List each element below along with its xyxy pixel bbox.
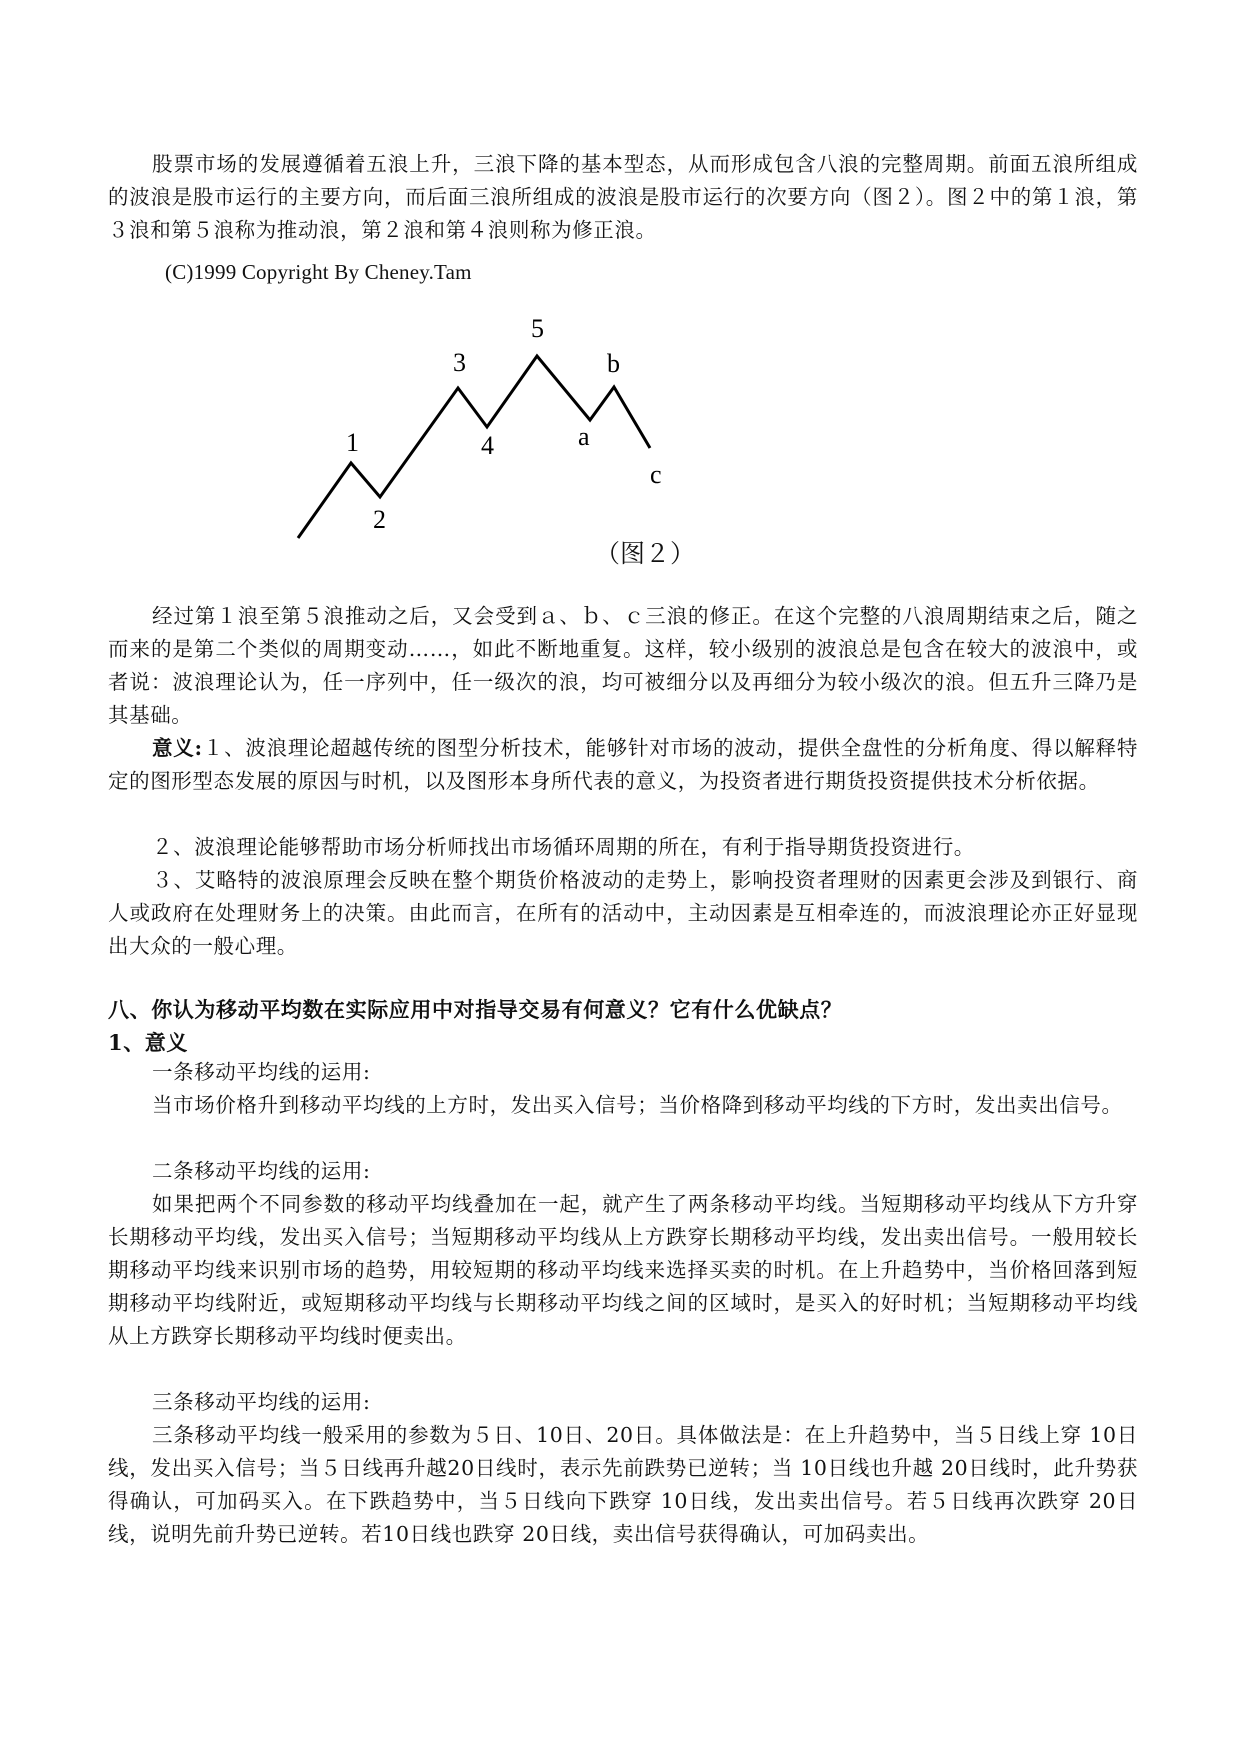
meaning-label: 意义: xyxy=(152,736,203,760)
wave-label-b: b xyxy=(607,349,620,378)
figure-caption: （图２） xyxy=(595,539,696,568)
wave-label-5: 5 xyxy=(531,314,544,343)
wave-label-3: 3 xyxy=(453,348,466,377)
section-8-title: 八、你认为移动平均数在实际应用中对指导交易有何意义？它有什么优缺点？ xyxy=(108,997,843,1022)
section-8-subtitle: 1、意义 xyxy=(108,1030,189,1055)
one-line-label: 一条移动平均线的运用: xyxy=(152,1060,371,1084)
two-line-label: 二条移动平均线的运用: xyxy=(152,1159,371,1183)
intro-paragraph: 股票市场的发展遵循着五浪上升，三浪下降的基本型态，从而形成包含八浪的完整周期。前面五浪所组成的波浪是股市运行的主要方向，而后面三浪所组成的波浪是股市运行的次要方向（图２）。图２中的第１浪，第３浪和第５浪称为推动浪，第２浪和第４浪则称为修正浪。 xyxy=(108,152,1138,242)
wave-paragraph: 经过第１浪至第５浪推动之后，又会受到ａ、ｂ、ｃ三浪的修正。在这个完整的八浪周期结束之后，随之而来的是第二个类似的周期变动……，如此不断地重复。这样，较小级别的波浪总是包含在较大的波浪中，或者说：波浪理论认为，任一序列中，任一级次的浪，均可被细分以及再细分为较小级次的浪。但五升三降乃是其基础。 xyxy=(108,604,1138,727)
meaning-point-3: ３、艾略特的波浪原理会反映在整个期货价格波动的走势上，影响投资者理财的因素更会涉及到银行、商人或政府在处理财务上的决策。由此而言，在所有的活动中，主动因素是互相牵连的，而波浪理论亦正好显现出大众的一般心理。 xyxy=(108,868,1138,958)
one-line-text: 当市场价格升到移动平均线的上方时，发出买入信号；当价格降到移动平均线的下方时，发出卖出信号。 xyxy=(152,1093,1123,1117)
meaning-point-1-text: １、波浪理论超越传统的图型分析技术，能够针对市场的波动，提供全盘性的分析角度、得以解释特定的图形型态发展的原因与时机，以及图形本身所代表的意义，为投资者进行期货投资提供技术分析依据。 xyxy=(108,736,1138,793)
meaning-point-2: ２、波浪理论能够帮助市场分析师找出市场循环周期的所在，有利于指导期货投资进行。 xyxy=(152,835,975,859)
wave-diagram xyxy=(0,0,1241,600)
figure-copyright: (C)1999 Copyright By Cheney.Tam xyxy=(165,260,472,284)
wave-label-4: 4 xyxy=(481,431,494,460)
meaning-point-1 xyxy=(108,732,1138,798)
two-line-text: 如果把两个不同参数的移动平均线叠加在一起，就产生了两条移动平均线。当短期移动平均线从下方升穿长期移动平均线，发出买入信号；当短期移动平均线从上方跌穿长期移动平均线，发出卖出信号。一般用较长期移动平均线来识别市场的趋势，用较短期的移动平均线来选择买卖的时机。在上升趋势中，当价格回落到短期移动平均线附近，或短期移动平均线与长期移动平均线之间的区域时，是买入的好时机；当短期移动平均线从上方跌穿长期移动平均线时便卖出。 xyxy=(108,1192,1138,1348)
three-line-text: 三条移动平均线一般采用的参数为５日、10日、20日。具体做法是：在上升趋势中，当５日线上穿 10日线，发出买入信号；当５日线再升越20日线时，表示先前跌势已逆转；当 10日线也升越 20日线时，此升势获得确认，可加码买入。在下跌趋势中，当５日线向下跌穿 10日线，发出卖出信号。若５日线再次跌穿 20日线，说明先前升势已逆转。若10日线也跌穿 20日线，卖出信号获得确认，可加码卖出。 xyxy=(108,1423,1138,1546)
wave-label-c: c xyxy=(650,460,662,489)
wave-label-2: 2 xyxy=(373,505,386,534)
wave-label-1: 1 xyxy=(346,428,359,457)
wave-label-a: a xyxy=(578,422,590,451)
three-line-label: 三条移动平均线的运用: xyxy=(152,1390,371,1414)
